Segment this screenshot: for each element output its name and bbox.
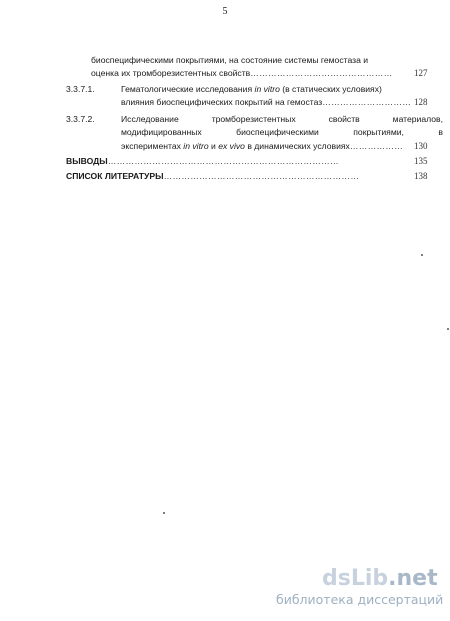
toc-section-number: 3.3.7.1. [66,84,95,94]
scan-speck [447,328,449,330]
scan-speck [421,254,423,256]
watermark-subtitle: библиотека диссертаций [276,592,444,607]
toc-line: оценка их тромборезистентных свойств………………………………………… [91,68,393,78]
toc-line: экспериментах in vitro и ex vivo в динамических условиях……………… [121,141,404,151]
toc-line: Исследование тромборезистентных свойств материалов, [121,114,443,124]
toc-page-ref: 128 [414,97,428,107]
toc-line: СПИСОК ЛИТЕРАТУРЫ………………………………………………………… [66,171,360,181]
toc-line: Гематологические исследования in vitro (в статических условиях) [121,84,382,94]
toc-line: биоспецифическими покрытиями, на состояние системы гемостаза и [91,55,369,65]
toc-line: ВЫВОДЫ…………………………………………………………………… [66,156,339,166]
toc-page-ref: 138 [414,171,428,181]
watermark-logo: dsLib.net [322,566,438,591]
toc-page-ref: 130 [414,141,428,151]
page-number: 5 [222,6,228,17]
toc-line: модифицированных биоспецифическими покрытиями, в [121,127,443,137]
toc-page-ref: 135 [414,156,428,166]
toc-section-number: 3.3.7.2. [66,114,95,124]
toc-line: влияния биоспецифических покрытий на гемостаз………………………… [121,97,412,107]
toc-page-ref: 127 [414,68,428,78]
scan-speck [163,512,165,514]
